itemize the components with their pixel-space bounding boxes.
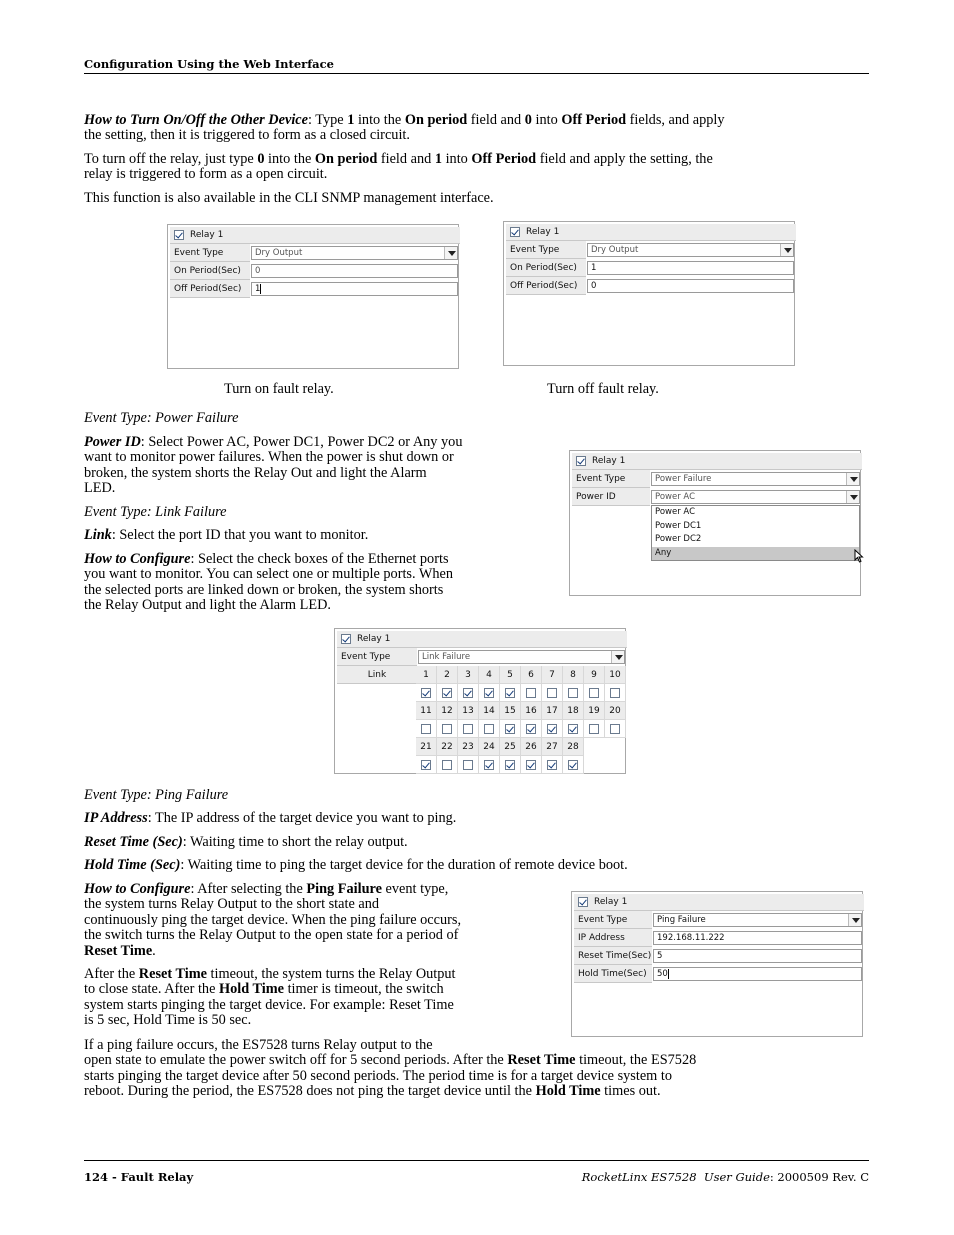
ip-address-paragraph: IP Address: The IP address of the target device you want to ping. bbox=[84, 810, 457, 826]
port-number-label: 14 bbox=[479, 702, 500, 720]
relay-title-bar bbox=[572, 453, 862, 470]
event-type-label: Event Type bbox=[506, 241, 586, 259]
ping-howto-paragraph: How to Configure: After selecting the Ping Failure event type, the system turns Relay Output to the short state and continuously ping the target device. When the ping failure occurs, the switch turns the Relay Output to the open state for a period of Reset Time. bbox=[84, 881, 462, 959]
relay-enable-checkbox[interactable] bbox=[174, 230, 184, 240]
port-checkbox[interactable] bbox=[547, 760, 557, 770]
port-checkbox[interactable] bbox=[463, 760, 473, 770]
on-period-label: On Period(Sec) bbox=[170, 262, 250, 280]
port-cell bbox=[437, 756, 458, 774]
port-cell bbox=[479, 756, 500, 774]
power-id-paragraph: Power ID: Select Power AC, Power DC1, Power DC2 or Any you want to monitor power failures. When the power is shut down or broken, the system shorts the Relay Out and light the Alarm LED. bbox=[84, 434, 463, 497]
hold-time-label: Hold Time(Sec) bbox=[574, 965, 652, 983]
port-cell bbox=[563, 720, 584, 738]
on-period-row bbox=[168, 262, 458, 280]
port-number-label: 27 bbox=[542, 738, 563, 756]
port-cell bbox=[563, 756, 584, 774]
relay-off-panel bbox=[503, 221, 795, 366]
port-checkbox[interactable] bbox=[526, 688, 536, 698]
port-cell bbox=[500, 720, 521, 738]
reset-time-row bbox=[572, 947, 862, 965]
power-failure-heading: Event Type: Power Failure bbox=[84, 410, 239, 426]
relay-title-bar bbox=[337, 631, 627, 648]
ping-final-paragraph: If a ping failure occurs, the ES7528 turns Relay output to the open state to emulate the power switch off for 5 second periods. After the Reset Time timeout, the ES7528 starts pinging the target device after 50 second periods. The period time is for a target device system to reboot. During the period, the ES7528 does not ping the target device until the Hold Time times out. bbox=[84, 1037, 697, 1100]
off-period-input[interactable]: 0 bbox=[587, 279, 794, 293]
link-label: Link bbox=[337, 666, 417, 684]
port-cell bbox=[542, 756, 563, 774]
ping-after-paragraph: After the Reset Time timeout, the system turns the Relay Output to close state. After the Hold Time timer is timeout, the switch system starts pinging the target device. For example: Reset Time is 5 sec, Hold Time is 50 sec. bbox=[84, 966, 456, 1029]
on-period-row bbox=[504, 259, 794, 277]
port-cell bbox=[416, 720, 437, 738]
on-period-input[interactable]: 0 bbox=[251, 264, 458, 278]
port-cell bbox=[605, 720, 626, 738]
port-checkbox[interactable] bbox=[421, 724, 431, 734]
link-paragraph: Link: Select the port ID that you want to monitor. bbox=[84, 527, 369, 543]
port-number-label: 21 bbox=[416, 738, 437, 756]
relay-label: Relay 1 bbox=[594, 897, 628, 907]
chevron-down-icon bbox=[846, 491, 859, 503]
port-number-label: 17 bbox=[542, 702, 563, 720]
port-number-label: 20 bbox=[605, 702, 626, 720]
ip-address-label: IP Address bbox=[574, 929, 652, 947]
port-cell bbox=[521, 720, 542, 738]
port-number-label: 3 bbox=[458, 666, 479, 684]
link-failure-panel bbox=[334, 628, 626, 774]
event-type-select[interactable]: Dry Output bbox=[587, 243, 794, 257]
port-checkbox[interactable] bbox=[505, 760, 515, 770]
power-id-option[interactable]: Power DC2 bbox=[655, 534, 702, 544]
relay-enable-checkbox[interactable] bbox=[578, 897, 588, 907]
port-cell bbox=[458, 756, 479, 774]
port-number-label: 18 bbox=[563, 702, 584, 720]
port-checkbox[interactable] bbox=[568, 724, 578, 734]
port-number-label: 2 bbox=[437, 666, 458, 684]
port-checkbox[interactable] bbox=[505, 724, 515, 734]
port-number-label: 23 bbox=[458, 738, 479, 756]
chevron-down-icon bbox=[780, 244, 793, 256]
chevron-down-icon bbox=[846, 473, 859, 485]
intro-paragraph-3: This function is also available in the CLI SNMP management interface. bbox=[84, 190, 494, 206]
port-cell bbox=[416, 756, 437, 774]
reset-time-input[interactable]: 5 bbox=[653, 949, 862, 963]
event-type-row bbox=[168, 244, 458, 262]
chevron-down-icon bbox=[444, 247, 457, 259]
event-type-row bbox=[504, 241, 794, 259]
port-number-label: 5 bbox=[500, 666, 521, 684]
port-cell bbox=[563, 684, 584, 702]
text-cursor bbox=[668, 969, 669, 979]
port-cell bbox=[458, 684, 479, 702]
port-cell bbox=[416, 684, 437, 702]
hold-time-input[interactable]: 50 bbox=[653, 967, 862, 981]
port-cell bbox=[500, 684, 521, 702]
relay-label: Relay 1 bbox=[190, 230, 224, 240]
port-checkbox[interactable] bbox=[547, 688, 557, 698]
port-cell bbox=[584, 684, 605, 702]
reset-time-label: Reset Time(Sec) bbox=[574, 947, 652, 965]
port-cell bbox=[584, 720, 605, 738]
relay-title-bar bbox=[506, 224, 796, 241]
port-number-label: 1 bbox=[416, 666, 437, 684]
on-period-label: On Period(Sec) bbox=[506, 259, 586, 277]
event-type-select[interactable]: Dry Output bbox=[251, 246, 458, 260]
event-type-select[interactable]: Link Failure bbox=[418, 650, 625, 664]
port-checkbox[interactable] bbox=[484, 688, 494, 698]
port-cell bbox=[542, 684, 563, 702]
port-number-label: 15 bbox=[500, 702, 521, 720]
port-checkbox[interactable] bbox=[589, 688, 599, 698]
relay-enable-checkbox[interactable] bbox=[510, 227, 520, 237]
running-header: Configuration Using the Web Interface bbox=[84, 57, 334, 71]
port-checkbox[interactable] bbox=[547, 724, 557, 734]
off-period-row bbox=[504, 277, 794, 295]
port-checkbox[interactable] bbox=[463, 688, 473, 698]
power-id-dropdown-list bbox=[651, 505, 860, 561]
port-number-label: 7 bbox=[542, 666, 563, 684]
reset-time-paragraph: Reset Time (Sec): Waiting time to short the relay output. bbox=[84, 834, 408, 850]
hold-time-row bbox=[572, 965, 862, 983]
on-period-input[interactable]: 1 bbox=[587, 261, 794, 275]
relay-on-caption: Turn on fault relay. bbox=[224, 381, 334, 397]
power-id-option[interactable]: Power AC bbox=[655, 507, 696, 517]
power-id-option-selected[interactable]: Any bbox=[652, 547, 859, 561]
off-period-input[interactable]: 1 bbox=[251, 282, 458, 296]
port-number-label: 13 bbox=[458, 702, 479, 720]
port-number-label: 24 bbox=[479, 738, 500, 756]
port-cell bbox=[542, 720, 563, 738]
header-rule bbox=[84, 73, 869, 74]
relay-label: Relay 1 bbox=[526, 227, 560, 237]
port-cell bbox=[500, 756, 521, 774]
event-type-row bbox=[572, 911, 862, 929]
intro-paragraph-2: To turn off the relay, just type 0 into the On period field and 1 into Off Period field and apply the setting, the relay is triggered to form as a open circuit. bbox=[84, 151, 713, 183]
port-checkbox[interactable] bbox=[589, 724, 599, 734]
port-checkbox[interactable] bbox=[610, 724, 620, 734]
event-type-select[interactable]: Power Failure bbox=[651, 472, 860, 486]
port-checkbox[interactable] bbox=[526, 724, 536, 734]
port-cell bbox=[521, 756, 542, 774]
relay-label: Relay 1 bbox=[592, 456, 626, 466]
port-checkbox[interactable] bbox=[442, 724, 452, 734]
relay-enable-checkbox[interactable] bbox=[576, 456, 586, 466]
off-period-label: Off Period(Sec) bbox=[170, 280, 250, 298]
port-cell bbox=[605, 684, 626, 702]
relay-enable-checkbox[interactable] bbox=[341, 634, 351, 644]
port-number-label: 16 bbox=[521, 702, 542, 720]
port-number-label: 6 bbox=[521, 666, 542, 684]
event-type-select[interactable]: Ping Failure bbox=[653, 913, 862, 927]
port-checkbox[interactable] bbox=[463, 724, 473, 734]
footer-rule bbox=[84, 1160, 869, 1161]
ip-address-row bbox=[572, 929, 862, 947]
event-type-label: Event Type bbox=[574, 911, 652, 929]
off-period-label: Off Period(Sec) bbox=[506, 277, 586, 295]
event-type-label: Event Type bbox=[337, 648, 417, 666]
footer-doc-label: RocketLinx ES7528 User Guide: 2000509 Rev. C bbox=[581, 1170, 869, 1184]
relay-title-bar bbox=[170, 227, 460, 244]
port-checkbox[interactable] bbox=[442, 688, 452, 698]
ping-failure-heading: Event Type: Ping Failure bbox=[84, 787, 229, 803]
port-number-label: 9 bbox=[584, 666, 605, 684]
port-cell bbox=[458, 720, 479, 738]
relay-off-caption: Turn off fault relay. bbox=[547, 381, 659, 397]
link-failure-heading: Event Type: Link Failure bbox=[84, 504, 227, 520]
ping-failure-panel bbox=[571, 891, 863, 1037]
port-checkbox[interactable] bbox=[610, 688, 620, 698]
footer-page-label: 124 - Fault Relay bbox=[84, 1170, 194, 1184]
port-checkbox[interactable] bbox=[484, 724, 494, 734]
text-cursor bbox=[260, 284, 261, 294]
power-failure-panel bbox=[569, 450, 861, 596]
port-number-label: 26 bbox=[521, 738, 542, 756]
port-number-label: 28 bbox=[563, 738, 584, 756]
link-port-grid bbox=[416, 666, 626, 774]
event-type-label: Event Type bbox=[572, 470, 650, 488]
port-checkbox[interactable] bbox=[442, 760, 452, 770]
port-checkbox[interactable] bbox=[505, 688, 515, 698]
port-checkbox[interactable] bbox=[484, 760, 494, 770]
event-type-label: Event Type bbox=[170, 244, 250, 262]
event-type-row bbox=[335, 648, 625, 666]
relay-label: Relay 1 bbox=[357, 634, 391, 644]
port-cell bbox=[521, 684, 542, 702]
port-number-label: 4 bbox=[479, 666, 500, 684]
port-number-label: 19 bbox=[584, 702, 605, 720]
port-checkbox[interactable] bbox=[421, 760, 431, 770]
port-checkbox[interactable] bbox=[421, 688, 431, 698]
port-number-label: 10 bbox=[605, 666, 626, 684]
port-cell bbox=[479, 720, 500, 738]
hold-time-paragraph: Hold Time (Sec): Waiting time to ping the target device for the duration of remote device boot. bbox=[84, 857, 628, 873]
intro-paragraph-1: How to Turn On/Off the Other Device: Type 1 into the On period field and 0 into Off Period fields, and apply the setting, then it is triggered to form as a closed circuit. bbox=[84, 112, 725, 144]
ip-address-input[interactable]: 192.168.11.222 bbox=[653, 931, 862, 945]
link-howto-paragraph: How to Configure: Select the check boxes of the Ethernet ports you want to monitor. You can select one or multiple ports. When the selected ports are linked down or broken, the system shorts the Relay Output and light the Alarm LED. bbox=[84, 551, 454, 614]
off-period-row bbox=[168, 280, 458, 298]
mouse-pointer-icon bbox=[854, 549, 864, 563]
event-type-row bbox=[570, 470, 860, 488]
power-id-label: Power ID bbox=[572, 488, 650, 506]
port-number-label: 11 bbox=[416, 702, 437, 720]
port-number-label: 22 bbox=[437, 738, 458, 756]
port-cell bbox=[437, 684, 458, 702]
relay-title-bar bbox=[574, 894, 864, 911]
chevron-down-icon bbox=[611, 651, 624, 663]
relay-on-panel bbox=[167, 224, 459, 369]
port-checkbox[interactable] bbox=[526, 760, 536, 770]
port-checkbox[interactable] bbox=[568, 760, 578, 770]
power-id-option[interactable]: Power DC1 bbox=[655, 520, 702, 531]
port-number-label: 12 bbox=[437, 702, 458, 720]
power-id-select[interactable]: Power AC bbox=[651, 490, 860, 504]
port-number-label: 25 bbox=[500, 738, 521, 756]
port-cell bbox=[479, 684, 500, 702]
chevron-down-icon bbox=[848, 914, 861, 926]
port-cell bbox=[437, 720, 458, 738]
power-id-row bbox=[570, 488, 860, 506]
port-number-label: 8 bbox=[563, 666, 584, 684]
port-checkbox[interactable] bbox=[568, 688, 578, 698]
